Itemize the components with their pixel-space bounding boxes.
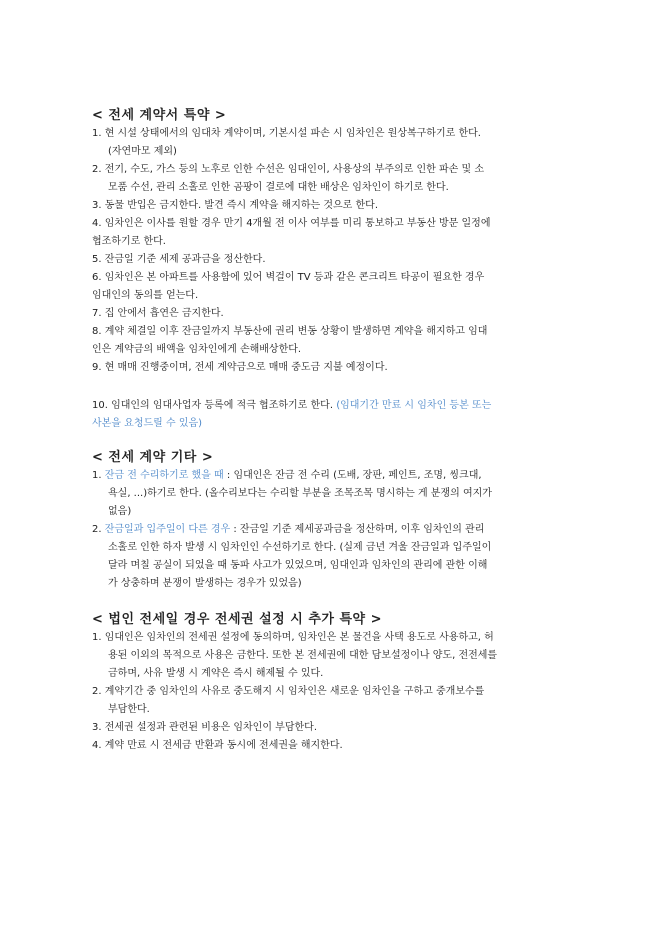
section-title-lease-special-terms: < 전세 계약서 특약 > <box>92 108 227 123</box>
clause-line: 부담한다. <box>108 704 150 715</box>
clause-line: 인은 계약금의 배액을 임차인에게 손해배상한다. <box>92 344 302 355</box>
clause-line: 2. 전기, 수도, 가스 등의 노후로 인한 수선은 임대인이, 사용상의 부주의로 인한 파손 및 소 <box>92 164 485 175</box>
clause-line <box>92 418 202 430</box>
clause-line: 7. 집 안에서 흡연은 금지한다. <box>92 308 224 319</box>
clause-text: 10. 임대인의 임대사업자 등록에 적극 협조하기로 한다. <box>92 400 337 411</box>
clause-line: 소홀로 인한 하자 발생 시 임차인인 수선하기로 한다. (실제 금년 겨울 잔금일과 입주일이 <box>108 542 492 553</box>
clause-line: 6. 임차인은 본 아파트를 사용함에 있어 벽걸이 TV 등과 같은 콘크리트 타공이 필요한 경우 <box>92 272 485 283</box>
clause-line: 1. 현 시설 상태에서의 임대차 계약이며, 기본시설 파손 시 임차인은 원상복구하기로 한다. <box>92 128 481 139</box>
clause-line: 4. 임차인은 이사를 원할 경우 만기 4개월 전 이사 여부를 미리 통보하고 부동산 방문 일정에 <box>92 218 491 229</box>
clause-text: : 임대인은 잔금 전 수리 (도배, 장판, 페인트, 조명, 씽크대, <box>223 470 482 481</box>
clause-heading-highlight: 잔금일과 입주일이 다른 경우 <box>104 524 231 535</box>
clause-line: 금하며, 사유 발생 시 계약은 즉시 해제될 수 있다. <box>108 668 324 679</box>
clause-line: 1. 임대인은 임차인의 전세권 설정에 동의하며, 임차인은 본 물건을 사택 용도로 사용하고, 허 <box>92 632 494 643</box>
clause-line: 욕실, ...)하기로 한다. (올수리보다는 수리할 부분을 조목조목 명시하는 게 분쟁의 여지가 <box>108 488 492 499</box>
clause-line <box>92 400 491 412</box>
clause-line: 가 상충하며 분쟁이 발생하는 경우가 있었음) <box>108 578 302 589</box>
clause-note-highlight: 사본을 요청드릴 수 있음) <box>92 418 203 429</box>
clause-text: : 잔금일 기준 제세공과금을 정산하며, 이후 임차인의 관리 <box>230 524 485 535</box>
clause-line: 없음) <box>108 506 132 517</box>
clause-line <box>92 524 484 536</box>
clause-line: 8. 계약 체결일 이후 잔금일까지 부동산에 권리 변동 상황이 발생하면 계약을 해지하고 임대 <box>92 326 488 337</box>
clause-line: 9. 현 매매 진행중이며, 전세 계약금으로 매매 중도금 지불 예정이다. <box>92 362 388 373</box>
clause-line: 달라 며칠 공실이 되었을 때 동파 사고가 있었으며, 임대인과 임차인의 관리에 관한 이해 <box>108 560 488 571</box>
section-title-corporate-lease-terms: < 법인 전세일 경우 전세권 설정 시 추가 특약 > <box>92 612 383 627</box>
clause-line: 모품 수선, 관리 소홀로 인한 곰팡이 결로에 대한 배상은 임차인이 하기로 한다. <box>108 182 449 193</box>
clause-line: 3. 동물 반입은 금지한다. 발견 즉시 계약을 해지하는 것으로 한다. <box>92 200 379 211</box>
clause-line: 협조하기로 한다. <box>92 236 166 247</box>
clause-line: (자연마모 제외) <box>108 146 177 157</box>
clause-line: 용된 이외의 목적으로 사용은 금한다. 또한 본 전세권에 대한 담보설정이나 양도, 전전세를 <box>108 650 498 661</box>
section-title-lease-other: < 전세 계약 기타 > <box>92 450 214 465</box>
clause-line: 3. 전세권 설정과 관련된 비용은 임차인이 부담한다. <box>92 722 317 733</box>
clause-line <box>92 470 482 482</box>
clause-number: 1. <box>92 470 105 481</box>
clause-line: 4. 계약 만료 시 전세금 반환과 동시에 전세권을 해지한다. <box>92 740 343 751</box>
clause-heading-highlight: 잔금 전 수리하기로 했을 때 <box>104 470 224 481</box>
clause-line: 임대인의 동의를 얻는다. <box>92 290 199 301</box>
clause-number: 2. <box>92 524 105 535</box>
clause-line: 5. 잔금일 기준 세제 공과금을 정산한다. <box>92 254 266 265</box>
clause-line: 2. 계약기간 중 임차인의 사유로 중도해지 시 임차인은 새로운 임차인을 구하고 중개보수를 <box>92 686 485 697</box>
clause-note-highlight: (임대기간 만료 시 임차인 등본 또는 <box>336 400 492 411</box>
